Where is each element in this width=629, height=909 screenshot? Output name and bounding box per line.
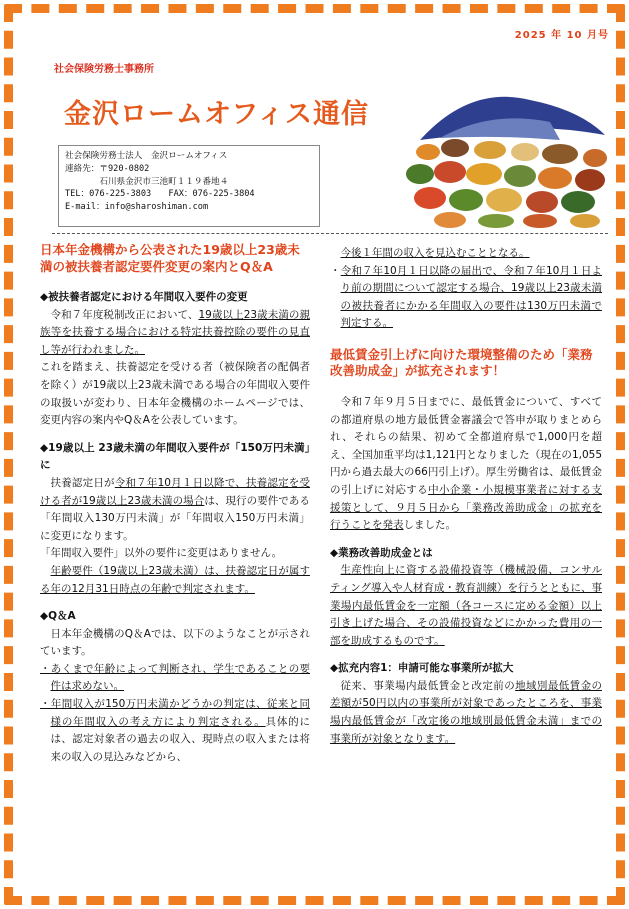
text: 具体的には、認定対象者の過去の収入、現時点の収入または将来の収入の見込みなどから、 — [50, 715, 311, 763]
bullet-item — [40, 661, 310, 696]
contact-line: 社会保険労務士法人 金沢ロームオフィス — [65, 151, 228, 161]
underlined-text: 令和７年10月１日以降の届出で、令和７年10月１日より前の期間について認定する場合、19歳以上23歳未満の被扶養者にかかる年間収入の要件は130万円未満で判定する。 — [340, 264, 603, 330]
underlined-text: ・年間収入が150万円未満かどうかの判定は、従来と同様の年間収入の考え方により判定される。 — [40, 698, 310, 728]
contact-line: E-mail：info@sharoshiman.com — [65, 202, 209, 213]
article-headline: 最低賃金引上げに向けた環境整備のため「業務改善助成金」が拡充されます！ — [330, 346, 593, 379]
underlined-text: ・あくまで年齢によって判断され、学生であることの要件は求めない。 — [40, 662, 310, 693]
article-headline: 日本年金機構から公表された19歳以上23歳未満の被扶養者認定要件変更の案内とQ＆A — [40, 242, 300, 274]
text: 扶養認定日が — [50, 476, 115, 489]
underlined-text: 年齢要件（19歳以上23歳未満）は、扶養認定日が属する年の12月31日時点の年齢で判定されます。 — [40, 564, 310, 595]
bullet-item — [330, 263, 602, 333]
underlined-text: 令和７年10月１日以降で、扶養認定を受ける者が19歳以上23歳未満の場合 — [40, 476, 310, 507]
office-name: 社会保険労務士事務所 — [54, 64, 154, 75]
underlined-text: 19歳以上23歳未満の親族等を扶養する場合における特定扶養控除の要件の見直し等が行われました。 — [40, 308, 310, 356]
newsletter-page — [14, 14, 615, 895]
paragraph — [330, 678, 602, 748]
contact-line: 連絡先：〒920-0802 — [65, 163, 150, 174]
article-pension — [40, 242, 310, 766]
underlined-text: 地域別最低賃金の差額が50円以内の事業所が対象であったところを、事業場内最低賃金が「改定後の地域別最低賃金未満」までの事業所が対象となります。 — [330, 679, 603, 745]
issue-date: 2025 年 10 月号 — [514, 30, 609, 41]
article-minimum-wage — [330, 245, 602, 748]
paragraph — [330, 394, 602, 535]
underlined-text: 今後１年間の収入を見込むこととなる。 — [340, 247, 530, 259]
paragraph: 「年間収入要件」以外の要件に変更はありません。 — [40, 547, 283, 560]
landscape-illustration — [400, 80, 612, 228]
text: しました。 — [403, 519, 456, 532]
bullet-item — [40, 696, 310, 766]
paragraph — [330, 245, 602, 263]
contact-box — [58, 145, 320, 227]
text: ・ — [330, 264, 341, 277]
divider — [52, 233, 608, 234]
text: 令和７年９月５日までに、最低賃金について、すべての都道府県の地方最低賃金審議会で答申が取りまとめられ、それらの結果、初めて全都道府県で1,000円を超え、全国加重平均は1,121円となりました（現在の1,055円から過去最大の66円引上げ）。厚生労働省は、最低賃金の引上げに対応する — [330, 395, 602, 496]
text: 令和７年度税制改正において、 — [50, 308, 199, 321]
text: 従来、事業場内最低賃金と改定前の — [340, 679, 516, 692]
paragraph: 日本年金機構のQ＆Aでは、以下のようなことが示されています。 — [40, 627, 310, 658]
contact-line: TEL：076-225-3803 FAX：076-225-3804 — [65, 189, 255, 200]
paragraph: これを踏まえ、扶養認定を受ける者（被保険者の配偶者を除く）が19歳以上23歳未満である場合の年間収入要件の取扱いが変わり、日本年金機構のホームページでは、変更内容の案内やQ＆Aを公表しています。 — [40, 361, 310, 427]
paragraph — [40, 475, 310, 545]
contact-line: 石川県金沢市三池町１１９番地４ — [65, 176, 229, 187]
paragraph — [330, 562, 602, 650]
paragraph — [40, 563, 310, 598]
section-heading: ◆業務改善助成金とは — [330, 546, 433, 559]
underlined-text: 中小企業・小規模事業者に対する支援策として、９月５日から「業務改善助成金」の拡充を行うことを発表 — [330, 483, 602, 532]
text: は、現行の要件である「年間収入130万円未満」が「年間収入150万円未満」に変更になります。 — [40, 494, 310, 542]
section-heading: ◆Q＆A — [40, 610, 76, 623]
underlined-text: 生産性向上に資する設備投資等（機械設備、コンサルティング導入や人材育成・教育訓練）を行うとともに、事業場内最低賃金を一定額（各コースに定める金額）以上引き上げた場合、その設備投資などにかかった費用の一部を助成するものです。 — [330, 564, 602, 647]
section-heading: ◆19歳以上 23歳未満の年間収入要件が「150万円未満」に — [40, 441, 310, 472]
paragraph — [40, 307, 310, 360]
newsletter-title: 金沢ロームオフィス通信 — [64, 99, 370, 130]
section-heading: ◆拡充内容1：申請可能な事業所が拡大 — [330, 662, 514, 675]
section-heading: ◆被扶養者認定における年間収入要件の変更 — [40, 291, 248, 303]
